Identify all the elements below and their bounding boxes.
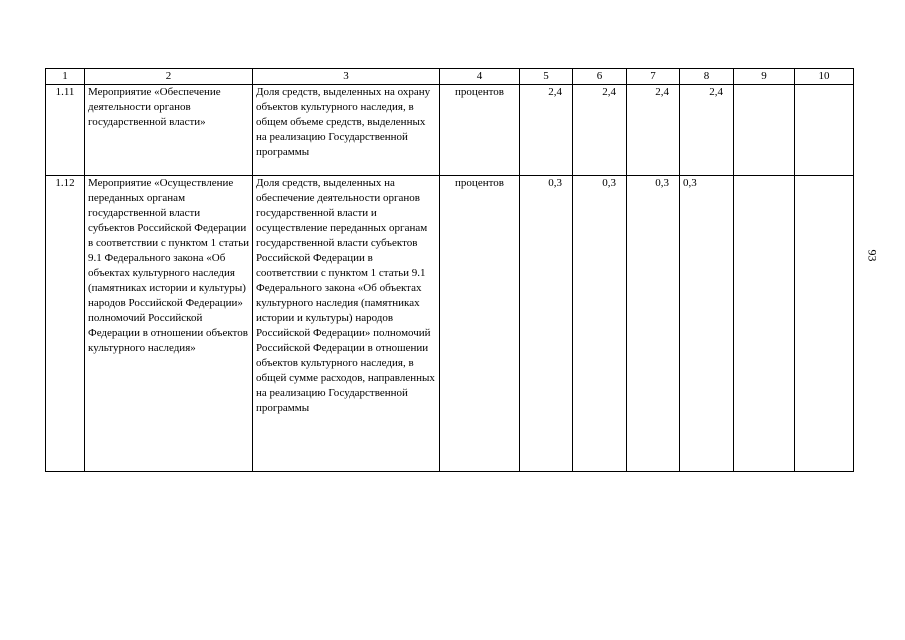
indicators-table (45, 68, 854, 472)
header-cell-3: 3 (253, 69, 440, 85)
header-cell-6: 6 (573, 69, 627, 85)
header-cell-8: 8 (680, 69, 734, 85)
row-number: 1.12 (46, 176, 85, 472)
value-cell-7: 0,3 (627, 176, 680, 472)
event-cell: Мероприятие «Обеспечение деятельности органов государственной власти» (85, 85, 253, 176)
indicator-cell: Доля средств, выделенных на обеспечение деятельности органов государственной власти и осуществление переданных органам государственной власти субъектов Российской Федерации в соответствии с пунктом 1 статьи 9.1 Федерального закона «Об объектах культурного наследия (памятниках истории и культуры) народов Российской Федерации» полномочий Российской Федерации в отношении объектов культурного наследия, в общей сумме расходов, направленных на реализацию Государственной программы (253, 176, 440, 472)
header-cell-4: 4 (440, 69, 520, 85)
header-row (46, 69, 854, 85)
indicator-cell: Доля средств, выделенных на охрану объектов культурного наследия, в общем объеме средств, выделенных на реализацию Государственной программы (253, 85, 440, 176)
value-cell-9 (734, 176, 795, 472)
row-number: 1.11 (46, 85, 85, 176)
event-cell: Мероприятие «Осуществление переданных органам государственной власти субъектов Российской Федерации в соответствии с пунктом 1 статьи 9.1 Федерального закона «Об объектах культурного наследия (памятниках истории и культуры) народов Российской Федерации» полномочий Российской Федерации в отношении объектов культурного наследия» (85, 176, 253, 472)
unit-cell: процентов (440, 176, 520, 472)
header-cell-2: 2 (85, 69, 253, 85)
value-cell-10 (795, 85, 854, 176)
value-cell-5: 0,3 (520, 176, 573, 472)
header-cell-5: 5 (520, 69, 573, 85)
page-number: 93 (865, 249, 880, 262)
value-cell-6: 2,4 (573, 85, 627, 176)
value-cell-5: 2,4 (520, 85, 573, 176)
table-row (46, 85, 854, 176)
value-cell-10 (795, 176, 854, 472)
value-cell-6: 0,3 (573, 176, 627, 472)
value-cell-9 (734, 85, 795, 176)
header-cell-10: 10 (795, 69, 854, 85)
table-row (46, 176, 854, 472)
header-cell-1: 1 (46, 69, 85, 85)
value-cell-8: 0,3 (680, 176, 734, 472)
value-cell-8: 2,4 (680, 85, 734, 176)
unit-cell: процентов (440, 85, 520, 176)
value-cell-7: 2,4 (627, 85, 680, 176)
header-cell-9: 9 (734, 69, 795, 85)
header-cell-7: 7 (627, 69, 680, 85)
